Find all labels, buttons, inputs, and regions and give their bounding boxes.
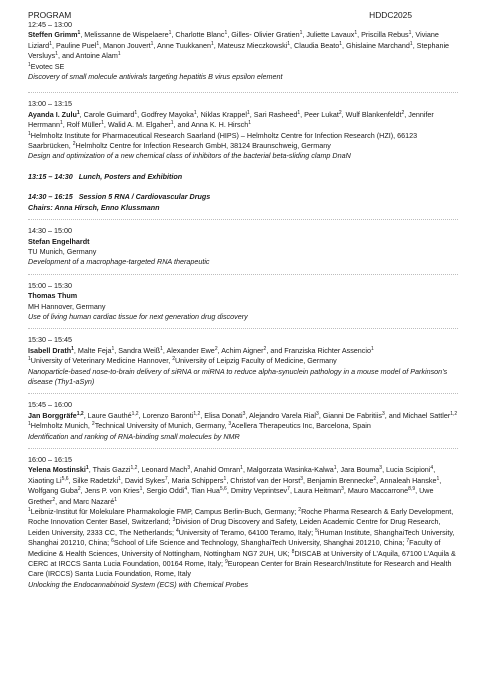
abstract-entry — [28, 99, 458, 161]
talk-title: Development of a macrophage-targeted RNA therapeutic — [28, 257, 210, 267]
abstract-entry — [28, 455, 458, 590]
entry-authors: Ayanda I. Zulu$^1$, Carole Guimard$^1$, Godfrey Mayoka$^1$, Niklas Krappel$^1$, Sari Rasheed$^1$, Peer Lukat$^2$, Wulf Blankenfeldt$^2$, Jennifer Herrmann$^1$, Rolf Müller$^1$, Walid A. M. Elgaher$^1$, and Anna K. H. Hirsch$^1$ — [28, 109, 434, 130]
entry-title: Design and optimization of a new chemical class of inhibitors of the bacterial beta-sliding clamp DnaN — [28, 151, 351, 161]
entry-authors: Isabell Drath$^1$, Malte Feja$^1$, Sandra Weiß$^1$, Alexander Ewe$^2$, Achim Aigner$^2$, and Franziska Richter Assencio$^1$ — [28, 345, 374, 355]
entry-affiliations: $^1$University of Veterinary Medicine Hannover, $^2$University of Leipzig Faculty of Medicine, Germany — [28, 356, 337, 366]
program-page — [28, 10, 458, 590]
abstract-entry — [28, 400, 458, 442]
talk-title: Use of living human cardiac tissue for next generation drug discovery — [28, 311, 248, 321]
entry-authors: Steffen Grimm$^1$, Melissanne de Wispelaere$^1$, Charlotte Blanc$^1$, Gilles- Olivier Gratien$^1$, Juliette Lavaux$^1$, Priscilla Rebus$^1$, Viviane Liziard$^1$, Pauline Puel$^1$, Manon Jouvert$^1$, Anne Tuukkanen$^1$, Mateusz Mieczkowski$^1$, Claudia Beato$^1$, Ghislaine Marchand$^1$, Stephanie Versluys$^1$, and Antoine Alam$^1$ — [28, 30, 450, 61]
entry-affiliations: $^1$Helmholtz Institute for Pharmaceutical Research Saarland (HIPS) – Helmholtz Centre for Infection Research (HZI), 66123 Saarbrücken, $^2$Helmholtz Centre for Infection Research GmbH, 38124 Braunschweig, Germany — [28, 130, 418, 151]
entry-affiliations: $^1$Leibniz-Institut für Molekulare Pharmakologie FMP, Campus Berlin-Buch, Germany; $^2$Roche Pharma Research & Early Development, Roche Innovation Center Basel, Switzerland; $^3$Division of Drug Discovery and Safety, Leiden Academic Centre for Drug Research, Leiden University, 2333 CC, The Netherlands; $^4$University of Teramo, 64100 Teramo, Italy; $^5$iHuman Institute, ShanghaiTech University, Shanghai 201210, China; $^6$School of Life Science and Technology, ShanghaiTech University, Shanghai 201210, China; $^7$Faculty of Medicine & Health Sciences, University of Nottingham, Nottingham NG7 2UH, UK; $^8$DISCAB at University of L’Aquila, 67100 L’Aquila & CERC at IRCCS Santa Lucia Foundation, 00164 Rome, Italy; $^9$European Center for Brain Research/Institute for Research and Health Care (IRCCS) Santa Lucia Foundation, Rome, Italy — [28, 507, 456, 579]
entry-time: 16:00 – 16:15 — [28, 455, 72, 464]
entry-affiliations: $^1$Evotec SE — [28, 61, 65, 71]
entry-title: Nanoparticle-based nose-to-brain delivery of siRNA or miRNA to reduce alpha-synuclein pathology in a mouse model of Parkinson’s disease (Thy1-aSyn) — [28, 366, 448, 386]
talk-time: 14:30 – 15:00 — [28, 226, 72, 236]
header-conference-label: HDDC2025 — [369, 10, 412, 20]
entry-affiliations: $^1$Helmholtz Munich, $^2$Technical University of Munich, Germany, $^3$Acellera Therapeutics Inc, Barcelona, Spain — [28, 421, 371, 431]
lunch-break: 13:15 – 14:30 Lunch, Posters and Exhibition — [28, 171, 183, 181]
talk-time: 15:00 – 15:30 — [28, 280, 72, 290]
entry-authors: Jan Borggräfe$^{1,2}$, Laure Gauthé$^{1,2}$, Lorenzo Baronti$^{1,2}$, Elisa Donati$^3$, Alejandro Varela Rial$^3$, Gianni De Fabritiis$^3$, and Michael Sattler$^{1,2}$ — [28, 410, 458, 420]
talk-speaker: Thomas Thum — [28, 291, 78, 301]
entry-title: Identification and ranking of RNA-binding small molecules by NMR — [28, 431, 240, 441]
session-chairs: Chairs: Anna Hirsch, Enno Klussmann — [28, 202, 160, 212]
entry-time: 12:45 – 13:00 — [28, 20, 72, 29]
abstract-entry — [28, 20, 458, 82]
entry-authors: Yelena Mostinski$^1$, Thais Gazzi$^{1,2}$, Leonard Mach$^3$, Anahid Omran$^1$, Malgorzata Wasinka-Kalwa$^1$, Jara Bouma$^3$, Lucia Scipioni$^4$, Xiaoting Li$^{5,6}$, Silke Radetzki$^1$, David Sykes$^7$, Maria Schippers$^1$, Christof van der Horst$^3$, Benjamin Brennecke$^2$, Annaleah Hanske$^1$, Wolfgang Guba$^2$, Jens P. von Kries$^1$, Sergio Oddi$^4$, Tian Hua$^{5,6}$, Dmitry Veprintsev$^7$, Laura Heitman$^3$, Mauro Maccarrone$^{8,9}$, Uwe Grether$^2$, and Marc Nazaré$^1$ — [28, 465, 442, 506]
invited-talk — [28, 226, 458, 268]
talk-affiliation: MH Hannover, Germany — [28, 301, 106, 311]
entry-time: 13:00 – 13:15 — [28, 99, 72, 109]
talk-affiliation: TU Munich, Germany — [28, 246, 97, 256]
page-header — [28, 10, 458, 20]
talk-speaker: Stefan Engelhardt — [28, 236, 90, 246]
entry-title: Unlocking the Endocannabinoid System (ECS) with Chemical Probes — [28, 579, 249, 589]
entry-time: 15:45 – 16:00 — [28, 400, 72, 410]
session-heading: 14:30 – 16:15 Session 5 RNA / Cardiovascular Drugs — [28, 192, 211, 202]
header-program-label: PROGRAM — [28, 10, 72, 20]
entry-time: 15:30 – 15:45 — [28, 335, 72, 345]
invited-talk — [28, 281, 458, 323]
entry-title: Discovery of small molecule antivirals targeting hepatitis B virus epsilon element — [28, 72, 283, 82]
abstract-entry — [28, 335, 458, 387]
